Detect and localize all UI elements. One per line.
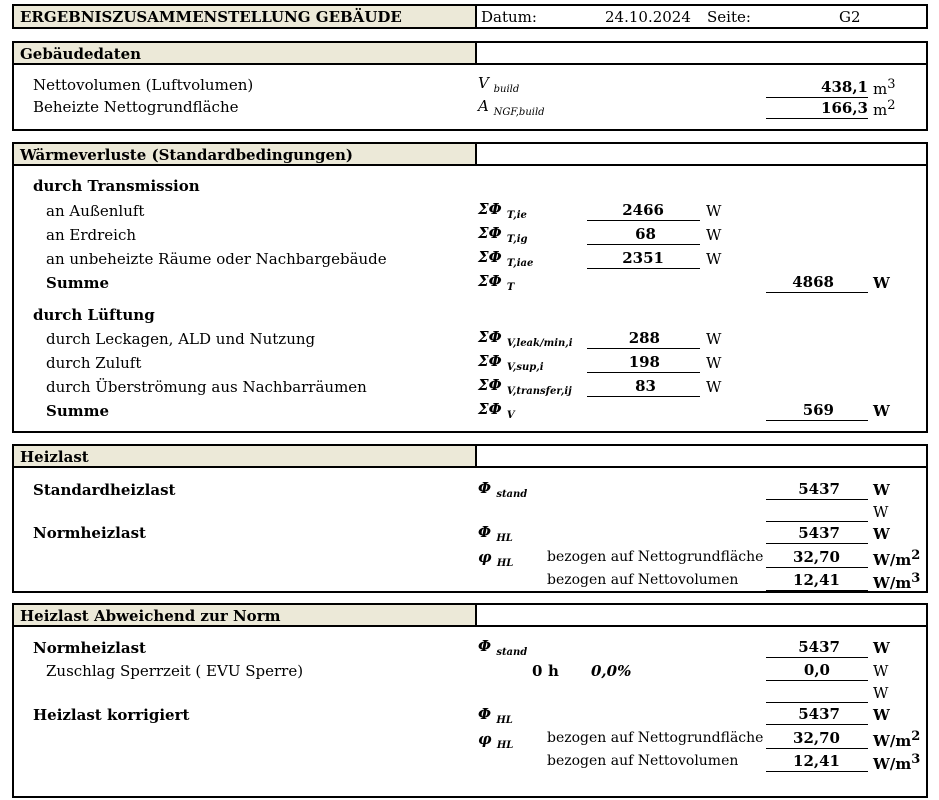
symbol: ΣΦ $_{T,ig}$ bbox=[478, 224, 528, 245]
section-header-abw bbox=[12, 603, 477, 627]
section-header-spacer bbox=[475, 444, 928, 468]
value-field: 12,41 bbox=[766, 752, 868, 772]
symbol: ΣΦ $_{V,leak/min,i}$ bbox=[478, 328, 573, 349]
unit: W bbox=[873, 662, 889, 680]
unit: $W/m^3$ bbox=[873, 752, 921, 773]
value-field: 5437 bbox=[766, 524, 868, 544]
unit: W bbox=[873, 684, 889, 702]
unit: W bbox=[873, 706, 890, 724]
value-field: 288 bbox=[587, 329, 700, 349]
section-header-spacer bbox=[475, 603, 928, 627]
value-field bbox=[766, 684, 868, 703]
unit: W bbox=[873, 481, 890, 499]
section-title: Heizlast bbox=[20, 448, 89, 466]
value-field: 0,0 bbox=[766, 661, 868, 681]
unit: W bbox=[706, 378, 722, 396]
row-label: an Außenluft bbox=[46, 202, 145, 220]
row-label: bezogen auf Nettogrundfläche bbox=[547, 549, 764, 565]
section-header-waerme bbox=[12, 142, 477, 166]
unit: W bbox=[873, 525, 890, 543]
unit: W bbox=[706, 226, 722, 244]
symbol: Φ $_{stand}$ bbox=[478, 637, 528, 658]
value-field: 5437 bbox=[766, 638, 868, 658]
value-field: 2466 bbox=[587, 201, 700, 221]
value-field: 68 bbox=[587, 225, 700, 245]
value-field: 32,70 bbox=[766, 548, 868, 568]
section-header-spacer bbox=[475, 41, 928, 65]
unit: $m^3$ bbox=[873, 77, 896, 98]
symbol: ΣΦ $_V$ bbox=[478, 400, 515, 421]
section-title: Wärmeverluste (Standardbedingungen) bbox=[20, 146, 354, 164]
symbol: ΣΦ $_{V,sup,i}$ bbox=[478, 352, 544, 373]
section-header-gebaeude bbox=[12, 41, 477, 65]
sum-label: Summe bbox=[46, 274, 110, 292]
value-field: 569 bbox=[766, 401, 868, 421]
value-field: 83 bbox=[587, 377, 700, 397]
section-title: Heizlast Abweichend zur Norm bbox=[20, 607, 281, 625]
subsection-title: durch Transmission bbox=[33, 177, 200, 195]
report-meta-box bbox=[475, 4, 928, 29]
unit: W bbox=[873, 274, 890, 292]
value-field: 5437 bbox=[766, 705, 868, 725]
report-title-box bbox=[12, 4, 477, 29]
datum-label: Datum: bbox=[481, 8, 537, 26]
row-label: bezogen auf Nettovolumen bbox=[547, 572, 739, 588]
row-label: an unbeheizte Räume oder Nachbargebäude bbox=[46, 250, 387, 268]
unit: W bbox=[706, 354, 722, 372]
sum-label: Summe bbox=[46, 402, 110, 420]
value-field: 438,1 bbox=[766, 78, 868, 98]
symbol: V $_{build}$ bbox=[478, 74, 520, 95]
row-label: durch Leckagen, ALD und Nutzung bbox=[46, 330, 316, 348]
symbol: ΣΦ $_{T,ie}$ bbox=[478, 200, 527, 221]
unit: W bbox=[873, 639, 890, 657]
symbol: ΣΦ $_{V,transfer,ij}$ bbox=[478, 376, 572, 397]
hours-unit: h bbox=[548, 662, 559, 680]
section-header-heizlast bbox=[12, 444, 477, 468]
symbol: ΣΦ $_{T,iae}$ bbox=[478, 248, 534, 269]
row-label: Zuschlag Sperrzeit ( EVU Sperre) bbox=[46, 662, 304, 680]
symbol: Φ $_{HL}$ bbox=[478, 523, 513, 544]
row-label: bezogen auf Nettogrundfläche bbox=[547, 730, 764, 746]
seite-value: G2 bbox=[839, 8, 861, 26]
value-field: 5437 bbox=[766, 480, 868, 500]
value-field: 166,3 bbox=[766, 99, 868, 119]
row-label: Normheizlast bbox=[33, 639, 146, 657]
section-header-spacer bbox=[475, 142, 928, 166]
value-field: 12,41 bbox=[766, 571, 868, 591]
value-field bbox=[766, 503, 868, 522]
symbol: ΣΦ $_T$ bbox=[478, 272, 515, 293]
row-label: Standardheizlast bbox=[33, 481, 176, 499]
unit: W bbox=[873, 503, 889, 521]
row-label: bezogen auf Nettovolumen bbox=[547, 753, 739, 769]
row-label: Heizlast korrigiert bbox=[33, 706, 190, 724]
hours-value: 0 bbox=[532, 662, 543, 680]
report-title: ERGEBNISZUSAMMENSTELLUNG GEBÄUDE bbox=[20, 8, 402, 26]
symbol: φ $_{HL}$ bbox=[478, 548, 514, 569]
unit: $W/m^2$ bbox=[873, 548, 921, 569]
unit: W bbox=[706, 250, 722, 268]
value-field: 2351 bbox=[587, 249, 700, 269]
row-label: Normheizlast bbox=[33, 524, 146, 542]
seite-label: Seite: bbox=[707, 8, 751, 26]
datum-value: 24.10.2024 bbox=[605, 8, 691, 26]
symbol: A $_{NGF,build}$ bbox=[478, 97, 545, 118]
unit: W bbox=[873, 402, 890, 420]
row-label: durch Überströmung aus Nachbarräumen bbox=[46, 378, 367, 396]
symbol: Φ $_{stand}$ bbox=[478, 479, 528, 500]
row-label: an Erdreich bbox=[46, 226, 136, 244]
symbol: Φ $_{HL}$ bbox=[478, 705, 513, 726]
unit: W bbox=[706, 202, 722, 220]
unit: $m^2$ bbox=[873, 98, 896, 119]
row-label: Beheizte Nettogrundfläche bbox=[33, 98, 239, 116]
unit: $W/m^2$ bbox=[873, 729, 921, 750]
value-field: 32,70 bbox=[766, 729, 868, 749]
symbol: φ $_{HL}$ bbox=[478, 730, 514, 751]
unit: W bbox=[706, 330, 722, 348]
unit: $W/m^3$ bbox=[873, 571, 921, 592]
value-field: 198 bbox=[587, 353, 700, 373]
percent-value: 0,0% bbox=[591, 662, 632, 680]
subsection-title: durch Lüftung bbox=[33, 306, 155, 324]
value-field: 4868 bbox=[766, 273, 868, 293]
row-label: Nettovolumen (Luftvolumen) bbox=[33, 76, 254, 94]
row-label: durch Zuluft bbox=[46, 354, 142, 372]
section-title: Gebäudedaten bbox=[20, 45, 142, 63]
